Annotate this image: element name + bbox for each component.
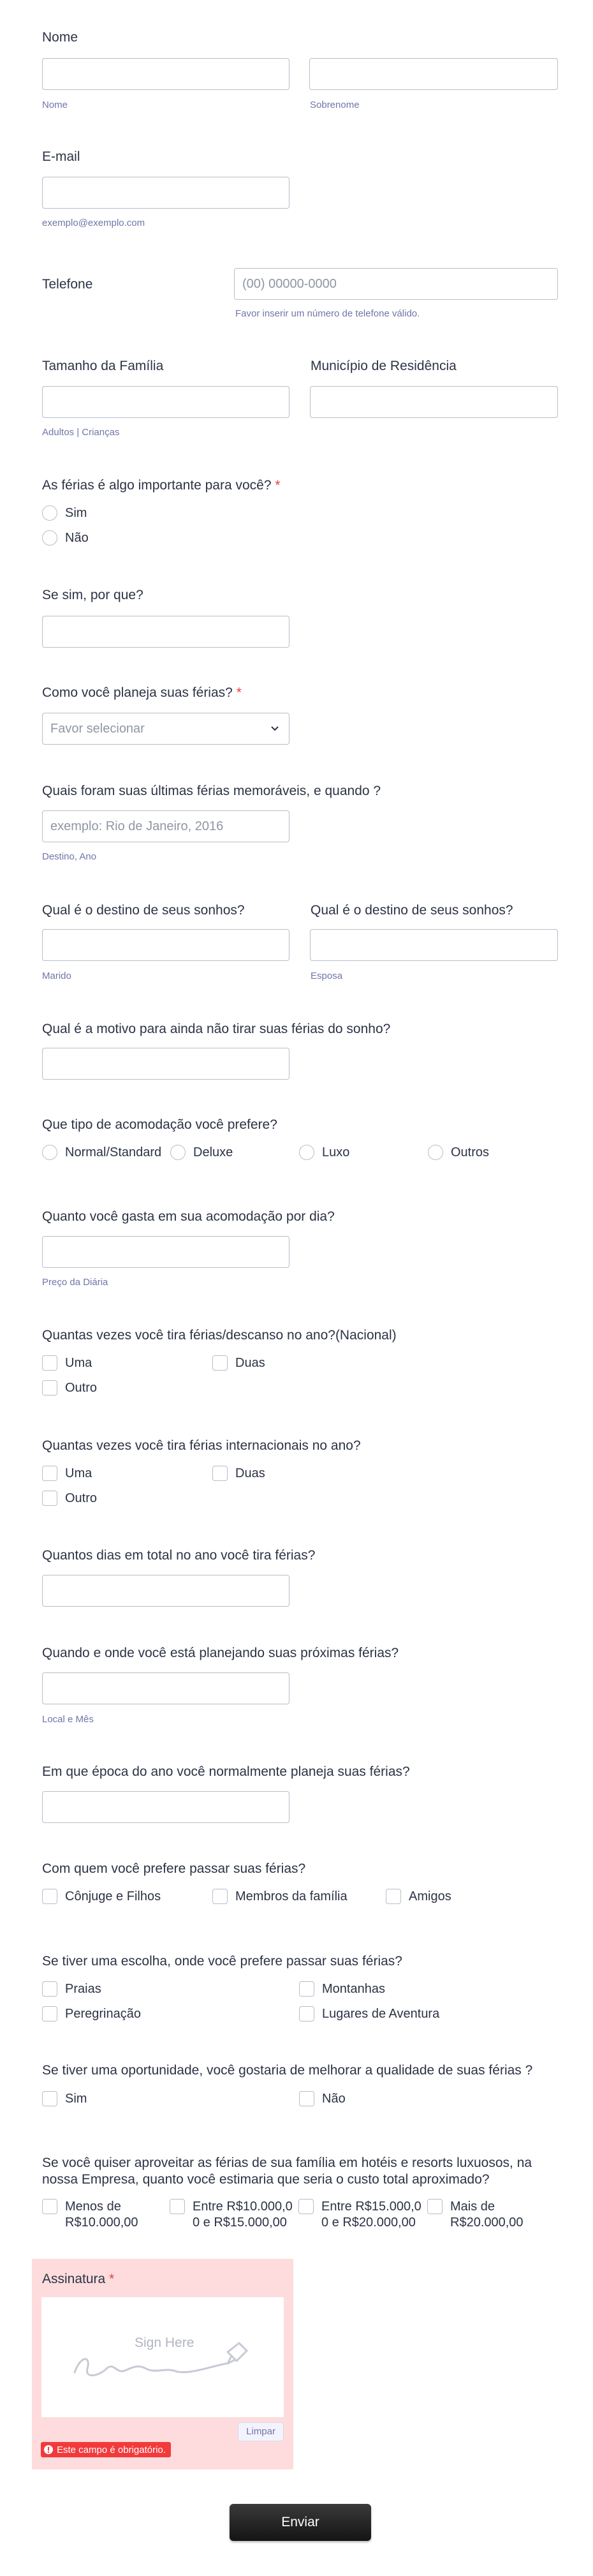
email-input[interactable]: [42, 177, 289, 209]
first-name-sublabel: Nome: [42, 100, 68, 110]
cost-option-4-line1: Mais de: [450, 2200, 495, 2214]
accommodation-option-deluxe[interactable]: Deluxe: [170, 1143, 233, 1162]
checkbox[interactable]: [212, 1466, 228, 1481]
signature-clear-button[interactable]: Limpar: [238, 2422, 284, 2441]
radio-circle[interactable]: [42, 1145, 57, 1160]
memorable-sublabel: Destino, Ano: [42, 851, 97, 862]
international-label: Quantas vezes você tira férias internacionais no ano?: [42, 1438, 361, 1453]
city-input[interactable]: [310, 386, 558, 418]
checkbox[interactable]: [386, 1889, 401, 1904]
season-label: Em que época do ano você normalmente planeja suas férias?: [42, 1764, 410, 1779]
place-option-montanhas[interactable]: Montanhas: [299, 1979, 385, 1999]
accommodation-option-outros[interactable]: Outros: [428, 1143, 489, 1162]
spend-sublabel: Preço da Diária: [42, 1277, 108, 1288]
company-option-family[interactable]: Membros da família: [212, 1887, 348, 1906]
last-name-input[interactable]: [309, 58, 558, 90]
first-name-input[interactable]: [42, 58, 289, 90]
national-option-outro[interactable]: Outro: [42, 1378, 97, 1397]
place-option-aventura[interactable]: Lugares de Aventura: [299, 2004, 439, 2023]
cost-label-line1: Se você quiser aproveitar as férias de sua família em hotéis e resorts luxuosos, na: [42, 2155, 532, 2170]
place-label: Se tiver uma escolha, onde você prefere passar suas férias?: [42, 1954, 402, 1969]
radio-circle[interactable]: [299, 1145, 314, 1160]
signature-placeholder: Sign Here: [135, 2335, 194, 2350]
submit-button[interactable]: Enviar: [230, 2504, 371, 2541]
season-input[interactable]: [42, 1791, 289, 1823]
checkbox[interactable]: [427, 2199, 443, 2214]
last-name-sublabel: Sobrenome: [310, 100, 360, 110]
national-label: Quantas vezes você tira férias/descanso no ano?(Nacional): [42, 1328, 397, 1343]
radio-circle[interactable]: [42, 505, 57, 521]
improve-option-sim[interactable]: Sim: [42, 2089, 87, 2108]
checkbox[interactable]: [42, 1380, 57, 1396]
checkbox[interactable]: [42, 2006, 57, 2021]
place-option-peregrinacao[interactable]: Peregrinação: [42, 2004, 141, 2023]
cost-option-3-line1: Entre R$15.000,0: [321, 2200, 421, 2214]
checkbox[interactable]: [212, 1889, 228, 1904]
phone-input[interactable]: (00) 00000-0000: [234, 268, 558, 300]
city-label: Município de Residência: [311, 359, 457, 373]
international-option-outro[interactable]: Outro: [42, 1489, 97, 1508]
cost-option-4[interactable]: [427, 2199, 523, 2235]
signature-scribble-icon: [41, 2297, 284, 2417]
radio-circle[interactable]: [42, 530, 57, 546]
signature-label: Assinatura *: [42, 2272, 115, 2286]
reason-input[interactable]: [42, 1048, 289, 1080]
signature-error-badge: [41, 2442, 171, 2457]
cost-option-4-line2: R$20.000,00: [450, 2215, 523, 2230]
dream-wife-input[interactable]: [310, 929, 558, 961]
dream-husband-label: Qual é o destino de seus sonhos?: [42, 903, 245, 918]
checkbox[interactable]: [42, 2091, 57, 2106]
checkbox[interactable]: [170, 2199, 185, 2214]
why-label: Se sim, por que?: [42, 588, 143, 602]
accommodation-label: Que tipo de acomodação você prefere?: [42, 1117, 277, 1132]
email-label: E-mail: [42, 149, 80, 164]
checkbox[interactable]: [299, 2091, 314, 2106]
company-option-friends[interactable]: Amigos: [386, 1887, 451, 1906]
chevron-down-icon: [270, 722, 280, 735]
plan-label: Como você planeja suas férias? *: [42, 685, 242, 700]
spend-input[interactable]: [42, 1236, 289, 1268]
cost-option-1[interactable]: [42, 2199, 138, 2235]
days-label: Quantos dias em total no ano você tira férias?: [42, 1548, 316, 1563]
email-sublabel: exemplo@exemplo.com: [42, 218, 145, 228]
reason-label: Qual é a motivo para ainda não tirar suas férias do sonho?: [42, 1022, 391, 1036]
accommodation-option-luxo[interactable]: Luxo: [299, 1143, 349, 1162]
checkbox[interactable]: [212, 1355, 228, 1371]
phone-sublabel: Favor inserir um número de telefone válido.: [235, 308, 420, 319]
radio-circle[interactable]: [428, 1145, 443, 1160]
family-size-label: Tamanho da Família: [42, 359, 164, 373]
improve-label: Se tiver uma oportunidade, você gostaria de melhorar a qualidade de suas férias ?: [42, 2063, 533, 2078]
spend-label: Quanto você gasta em sua acomodação por dia?: [42, 1209, 335, 1224]
dream-husband-input[interactable]: [42, 929, 289, 961]
improve-option-nao[interactable]: Não: [299, 2089, 346, 2108]
international-option-duas[interactable]: Duas: [212, 1464, 265, 1483]
cost-option-2-line1: Entre R$10.000,0: [193, 2200, 293, 2214]
checkbox[interactable]: [299, 2006, 314, 2021]
why-input[interactable]: [42, 616, 289, 648]
company-label: Com quem você prefere passar suas férias?: [42, 1861, 306, 1876]
signature-pad[interactable]: [41, 2297, 284, 2417]
checkbox[interactable]: [42, 1889, 57, 1904]
family-size-sublabel: Adultos | Crianças: [42, 427, 120, 438]
checkbox[interactable]: [298, 2199, 314, 2214]
accommodation-option-standard[interactable]: Normal/Standard: [42, 1143, 161, 1162]
checkbox[interactable]: [42, 1491, 57, 1506]
next-sublabel: Local e Mês: [42, 1714, 94, 1725]
place-option-praias[interactable]: Praias: [42, 1979, 101, 1999]
company-option-spouse[interactable]: Cônjuge e Filhos: [42, 1887, 161, 1906]
cost-option-1-line2: R$10.000,00: [65, 2215, 138, 2230]
alert-icon: [43, 2445, 54, 2455]
signature-block: [32, 2259, 293, 2469]
signature-error-text: Este campo é obrigatório.: [57, 2444, 166, 2455]
plan-select[interactable]: [42, 713, 289, 745]
checkbox[interactable]: [299, 1981, 314, 1997]
plan-select-value: Favor selecionar: [50, 722, 145, 736]
next-label: Quando e onde você está planejando suas próximas férias?: [42, 1646, 399, 1660]
vacation-important-label: As férias é algo importante para você? *: [42, 478, 281, 493]
international-option-uma[interactable]: Uma: [42, 1464, 92, 1483]
checkbox[interactable]: [42, 1466, 57, 1481]
national-option-duas[interactable]: Duas: [212, 1353, 265, 1373]
dream-wife-sublabel: Esposa: [311, 971, 343, 981]
name-label: Nome: [42, 30, 78, 45]
dream-husband-sublabel: Marido: [42, 971, 71, 981]
cost-option-2[interactable]: [170, 2199, 293, 2235]
cost-option-2-line2: 0 e R$15.000,00: [193, 2215, 287, 2230]
important-option-sim[interactable]: Sim: [42, 503, 87, 523]
checkbox[interactable]: [42, 1355, 57, 1371]
radio-circle[interactable]: [170, 1145, 186, 1160]
cost-label-line2: nossa Empresa, quanto você estimaria que seria o custo total aproximado?: [42, 2172, 490, 2187]
family-size-input[interactable]: [42, 386, 289, 418]
cost-option-1-line1: Menos de: [65, 2200, 121, 2214]
national-option-uma[interactable]: Uma: [42, 1353, 92, 1373]
days-input[interactable]: [42, 1575, 289, 1607]
phone-label: Telefone: [42, 277, 93, 292]
memorable-input[interactable]: exemplo: Rio de Janeiro, 2016: [42, 810, 289, 842]
dream-wife-label: Qual é o destino de seus sonhos?: [311, 903, 513, 918]
memorable-label: Quais foram suas últimas férias memoráveis, e quando ?: [42, 784, 381, 798]
checkbox[interactable]: [42, 1981, 57, 1997]
next-input[interactable]: [42, 1672, 289, 1704]
cost-option-3-line2: 0 e R$20.000,00: [321, 2215, 416, 2230]
important-option-nao[interactable]: Não: [42, 528, 89, 547]
checkbox[interactable]: [42, 2199, 57, 2214]
cost-option-3[interactable]: [298, 2199, 421, 2235]
